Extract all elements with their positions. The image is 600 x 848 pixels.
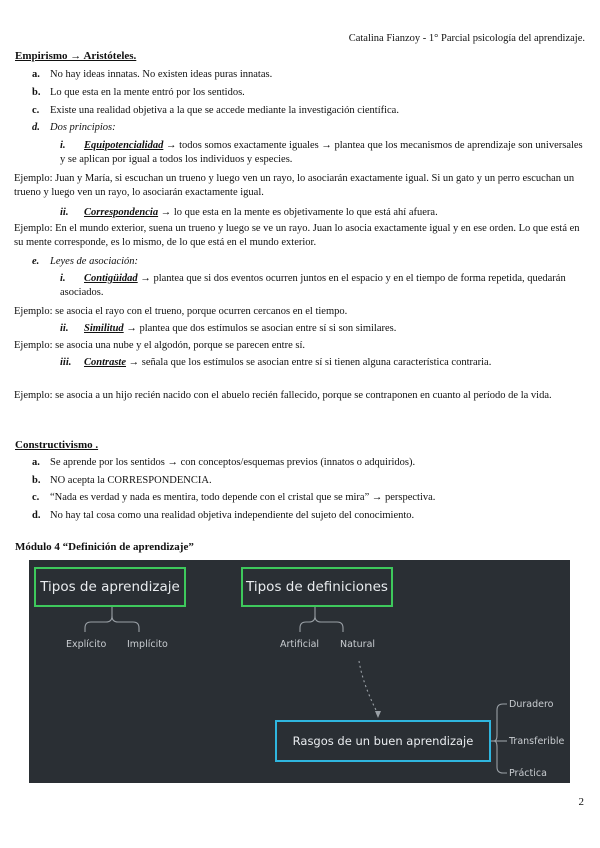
principio-correspondencia — [60, 206, 438, 220]
empirismo-item-c — [32, 104, 399, 118]
term: Equipotencialidad — [84, 140, 164, 151]
label-natural: Natural — [340, 639, 376, 650]
item-label: d. — [32, 510, 41, 521]
item-label: e. — [32, 256, 40, 267]
constructivismo-item-c — [32, 491, 435, 505]
item-text: “Nada es verdad y nada es mentira, todo depende con el cristal que se mira” → perspectiva. — [50, 492, 436, 503]
rasgos-aprendizaje-box: Rasgos de un buen aprendizaje — [275, 720, 491, 762]
page-header: Catalina Fianzoy - 1° Parcial psicología del aprendizaje. — [348, 33, 585, 44]
ejemplo-equipotencialidad: Ejemplo: Juan y María, si escuchan un trueno y luego ven un rayo, lo asociarán exactamente igual. Si un gato y un perro escuchan un trueno y luego ven un rayo, lo asociarán exactamente igual. — [14, 173, 575, 198]
item-label: b. — [32, 475, 41, 486]
arrow-head — [375, 711, 381, 718]
connector-line — [85, 605, 112, 632]
empirismo-item-e — [32, 255, 138, 269]
constructivismo-item-d — [32, 509, 414, 523]
tipos-de-definiciones-box: Tipos de definiciones — [241, 567, 393, 607]
empirismo-item-d — [32, 121, 116, 135]
label-transferible: Transferible — [509, 736, 565, 747]
item-text: → plantea que si dos eventos ocurren juntos en el espacio y en el tiempo de forma repetida, quedarán asociados. — [60, 273, 566, 298]
ley-contraste — [60, 356, 585, 370]
item-label: c. — [32, 105, 40, 116]
item-label: d. — [32, 122, 40, 133]
item-text: Lo que esta en la mente entró por los sentidos. — [50, 87, 245, 98]
principio-equipotencialidad — [60, 139, 585, 167]
label-artificial: Artificial — [280, 639, 320, 650]
constructivismo-item-b — [32, 474, 212, 488]
empirismo-title: Empirismo → Aristóteles. — [15, 50, 137, 62]
item-label: c. — [32, 492, 40, 503]
item-text: → todos somos exactamente iguales → plantea que los mecanismos de aprendizaje son universales y se aplican por igual a todos los individuos y especies. — [60, 140, 583, 165]
item-text: Dos principios: — [50, 122, 116, 133]
ley-contiguidad — [60, 272, 585, 300]
term: Correspondencia — [84, 207, 159, 218]
ejemplo-correspondencia: Ejemplo: En el mundo exterior, suena un trueno y luego se ve un rayo. Juan lo asocia exactamente igual y en ese orden. Lo que está en su mente corresponde, es lo mismo, de lo que está en el mundo exterior. — [14, 223, 580, 248]
page-number: 2 — [578, 796, 584, 808]
item-text: → plantea que dos estímulos se asocian entre sí si son similares. — [123, 323, 397, 334]
item-label: a. — [32, 69, 40, 80]
connector-line — [315, 616, 343, 632]
item-text: NO acepta la CORRESPONDENCIA. — [50, 475, 212, 486]
label-practica: Práctica — [509, 768, 547, 779]
constructivismo-title: Constructivismo . — [15, 439, 99, 451]
item-label: ii. — [60, 323, 69, 334]
label-explicito: Explícito — [66, 639, 107, 650]
connector-line — [491, 704, 507, 741]
ley-similitud — [60, 322, 396, 336]
item-text: Se aprende por los sentidos → con conceptos/esquemas previos (innatos o adquiridos). — [50, 457, 416, 468]
item-label: i. — [60, 140, 66, 151]
connector-line — [491, 741, 507, 773]
item-text: → señala que los estímulos se asocian entre sí si tienen alguna característica contraria. — [126, 357, 492, 368]
connector-line — [300, 605, 315, 632]
constructivismo-item-a — [32, 456, 415, 470]
ejemplo-contiguidad: Ejemplo: se asocia el rayo con el trueno, porque ocurren cercanos en el tiempo. — [14, 306, 348, 317]
label-duradero: Duradero — [509, 699, 554, 710]
label-implicito: Implícito — [127, 639, 168, 650]
item-text: Leyes de asociación: — [50, 256, 139, 267]
connector-line — [112, 616, 139, 632]
tipos-de-aprendizaje-box: Tipos de aprendizaje — [34, 567, 186, 607]
term: Contigüidad — [84, 273, 138, 284]
item-label: b. — [32, 87, 41, 98]
item-text: Existe una realidad objetiva a la que se accede mediante la investigación científica. — [50, 105, 399, 116]
ejemplo-contraste: Ejemplo: se asocia a un hijo recién nacido con el abuelo recién fallecido, porque se contraponen en cuanto al período de la vida. — [14, 390, 552, 401]
item-label: iii. — [60, 357, 72, 368]
item-text: No hay tal cosa como una realidad objetiva independiente del sujeto del conocimiento. — [50, 510, 415, 521]
term: Similitud — [84, 323, 124, 334]
concept-diagram — [29, 560, 570, 783]
empirismo-item-a — [32, 68, 272, 82]
item-label: ii. — [60, 207, 69, 218]
modulo-title: Módulo 4 “Definición de aprendizaje” — [15, 541, 194, 553]
empirismo-item-b — [32, 86, 245, 100]
item-text: No hay ideas innatas. No existen ideas puras innatas. — [50, 69, 273, 80]
ejemplo-similitud: Ejemplo: se asocia una nube y el algodón, porque se parecen entre sí. — [14, 340, 305, 351]
item-label: i. — [60, 273, 66, 284]
item-label: a. — [32, 457, 40, 468]
item-text: → lo que esta en la mente es objetivamente lo que está ahí afuera. — [158, 207, 438, 218]
connector-line — [359, 661, 378, 714]
term: Contraste — [84, 357, 127, 368]
